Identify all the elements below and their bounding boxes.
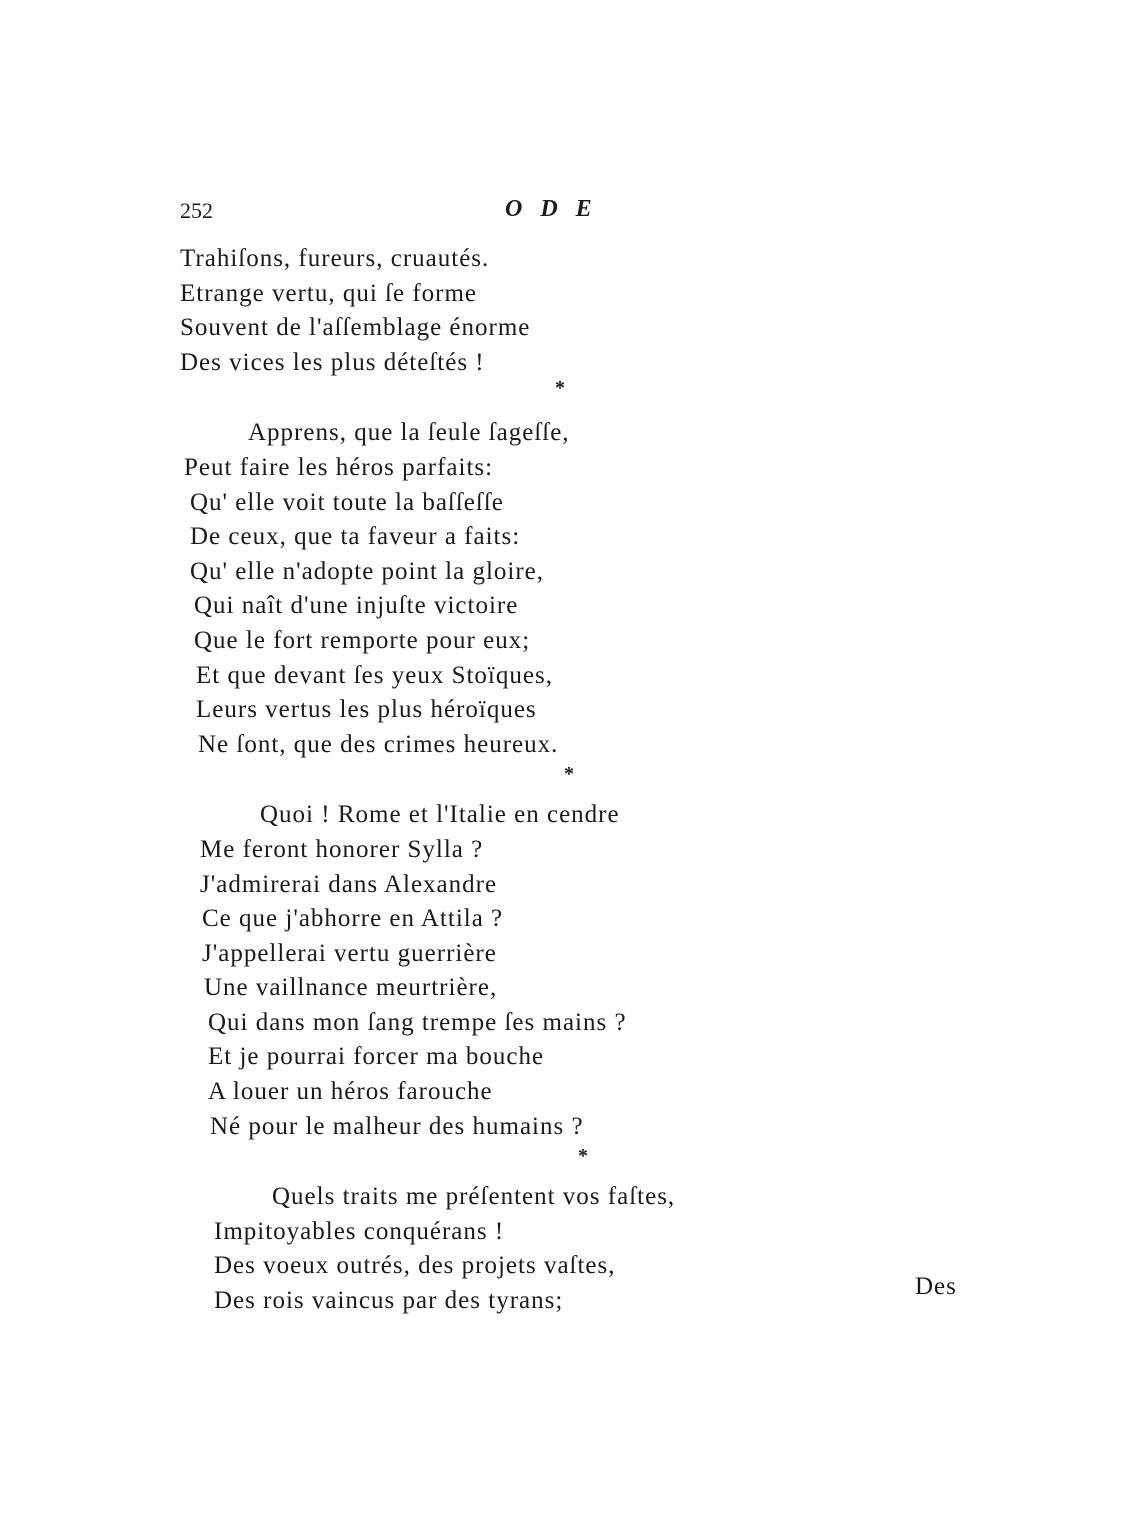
verse-line: Et que devant ſes yeux Stoïques, [196, 661, 553, 689]
verse-line: Ne ſont, que des crimes heureux. [198, 730, 559, 758]
verse-line: Quels traits me préſentent vos faſtes, [272, 1183, 676, 1211]
stanza-2 [180, 416, 980, 786]
running-head [180, 198, 620, 232]
verse-line: Trahiſons, fureurs, cruautés. [180, 245, 490, 272]
verse-line: Que le fort remporte pour eux; [194, 626, 531, 654]
verse-line: Qu' elle voit toute la baſſeſſe [190, 488, 504, 516]
verse-line: Peut faire les héros parfaits: [184, 453, 494, 481]
verse-line: J'admirerai dans Alexandre [200, 870, 498, 898]
page-number: 252 [180, 198, 213, 223]
running-head-title: ODE [505, 196, 610, 222]
stanza-separator: * [564, 763, 574, 786]
verse-line: A louer un héros farouche [208, 1078, 493, 1106]
verse-line: Me feront honorer Sylla ? [200, 835, 484, 863]
verse-line: Qui dans mon ſang trempe ſes mains ? [208, 1008, 627, 1036]
stanza-1 [180, 242, 980, 399]
verse-line: Qui naît d'une injuſte victoire [194, 592, 519, 620]
stanza-3 [180, 798, 980, 1168]
verse-line: Apprens, que la ſeule ſageſſe, [248, 419, 570, 447]
verse-line: Des vices les plus déteſtés ! [180, 348, 485, 376]
verse-line: Qu' elle n'adopte point la gloire, [190, 557, 545, 585]
verse-line: Des rois vaincus par des tyrans; [214, 1287, 564, 1315]
verse-line: Leurs vertus les plus héroïques [196, 696, 537, 724]
verse-line: Ce que j'abhorre en Attila ? [202, 905, 504, 933]
verse-line: Né pour le malheur des humains ? [210, 1112, 584, 1140]
verse-line: Impitoyables conquérans ! [214, 1217, 505, 1245]
verse-line: De ceux, que ta faveur a faits: [190, 523, 521, 551]
verse-line: J'appellerai vertu guerrière [202, 939, 497, 967]
poem [180, 242, 980, 1319]
verse-line: Une vaillnance meurtrière, [204, 974, 498, 1002]
verse-line: Des voeux outrés, des projets vaſtes, [214, 1252, 616, 1280]
verse-line: Souvent de l'aſſemblage énorme [180, 314, 531, 342]
stanza-separator: * [555, 377, 565, 399]
verse-line: Quoi ! Rome et l'Italie en cendre [260, 801, 620, 829]
stanza-4 [180, 1180, 980, 1318]
catchword: Des [915, 1273, 957, 1300]
verse-line: Et je pourrai forcer ma bouche [208, 1043, 545, 1071]
verse-line: Etrange vertu, qui ſe forme [180, 279, 478, 307]
stanza-separator: * [578, 1145, 588, 1168]
